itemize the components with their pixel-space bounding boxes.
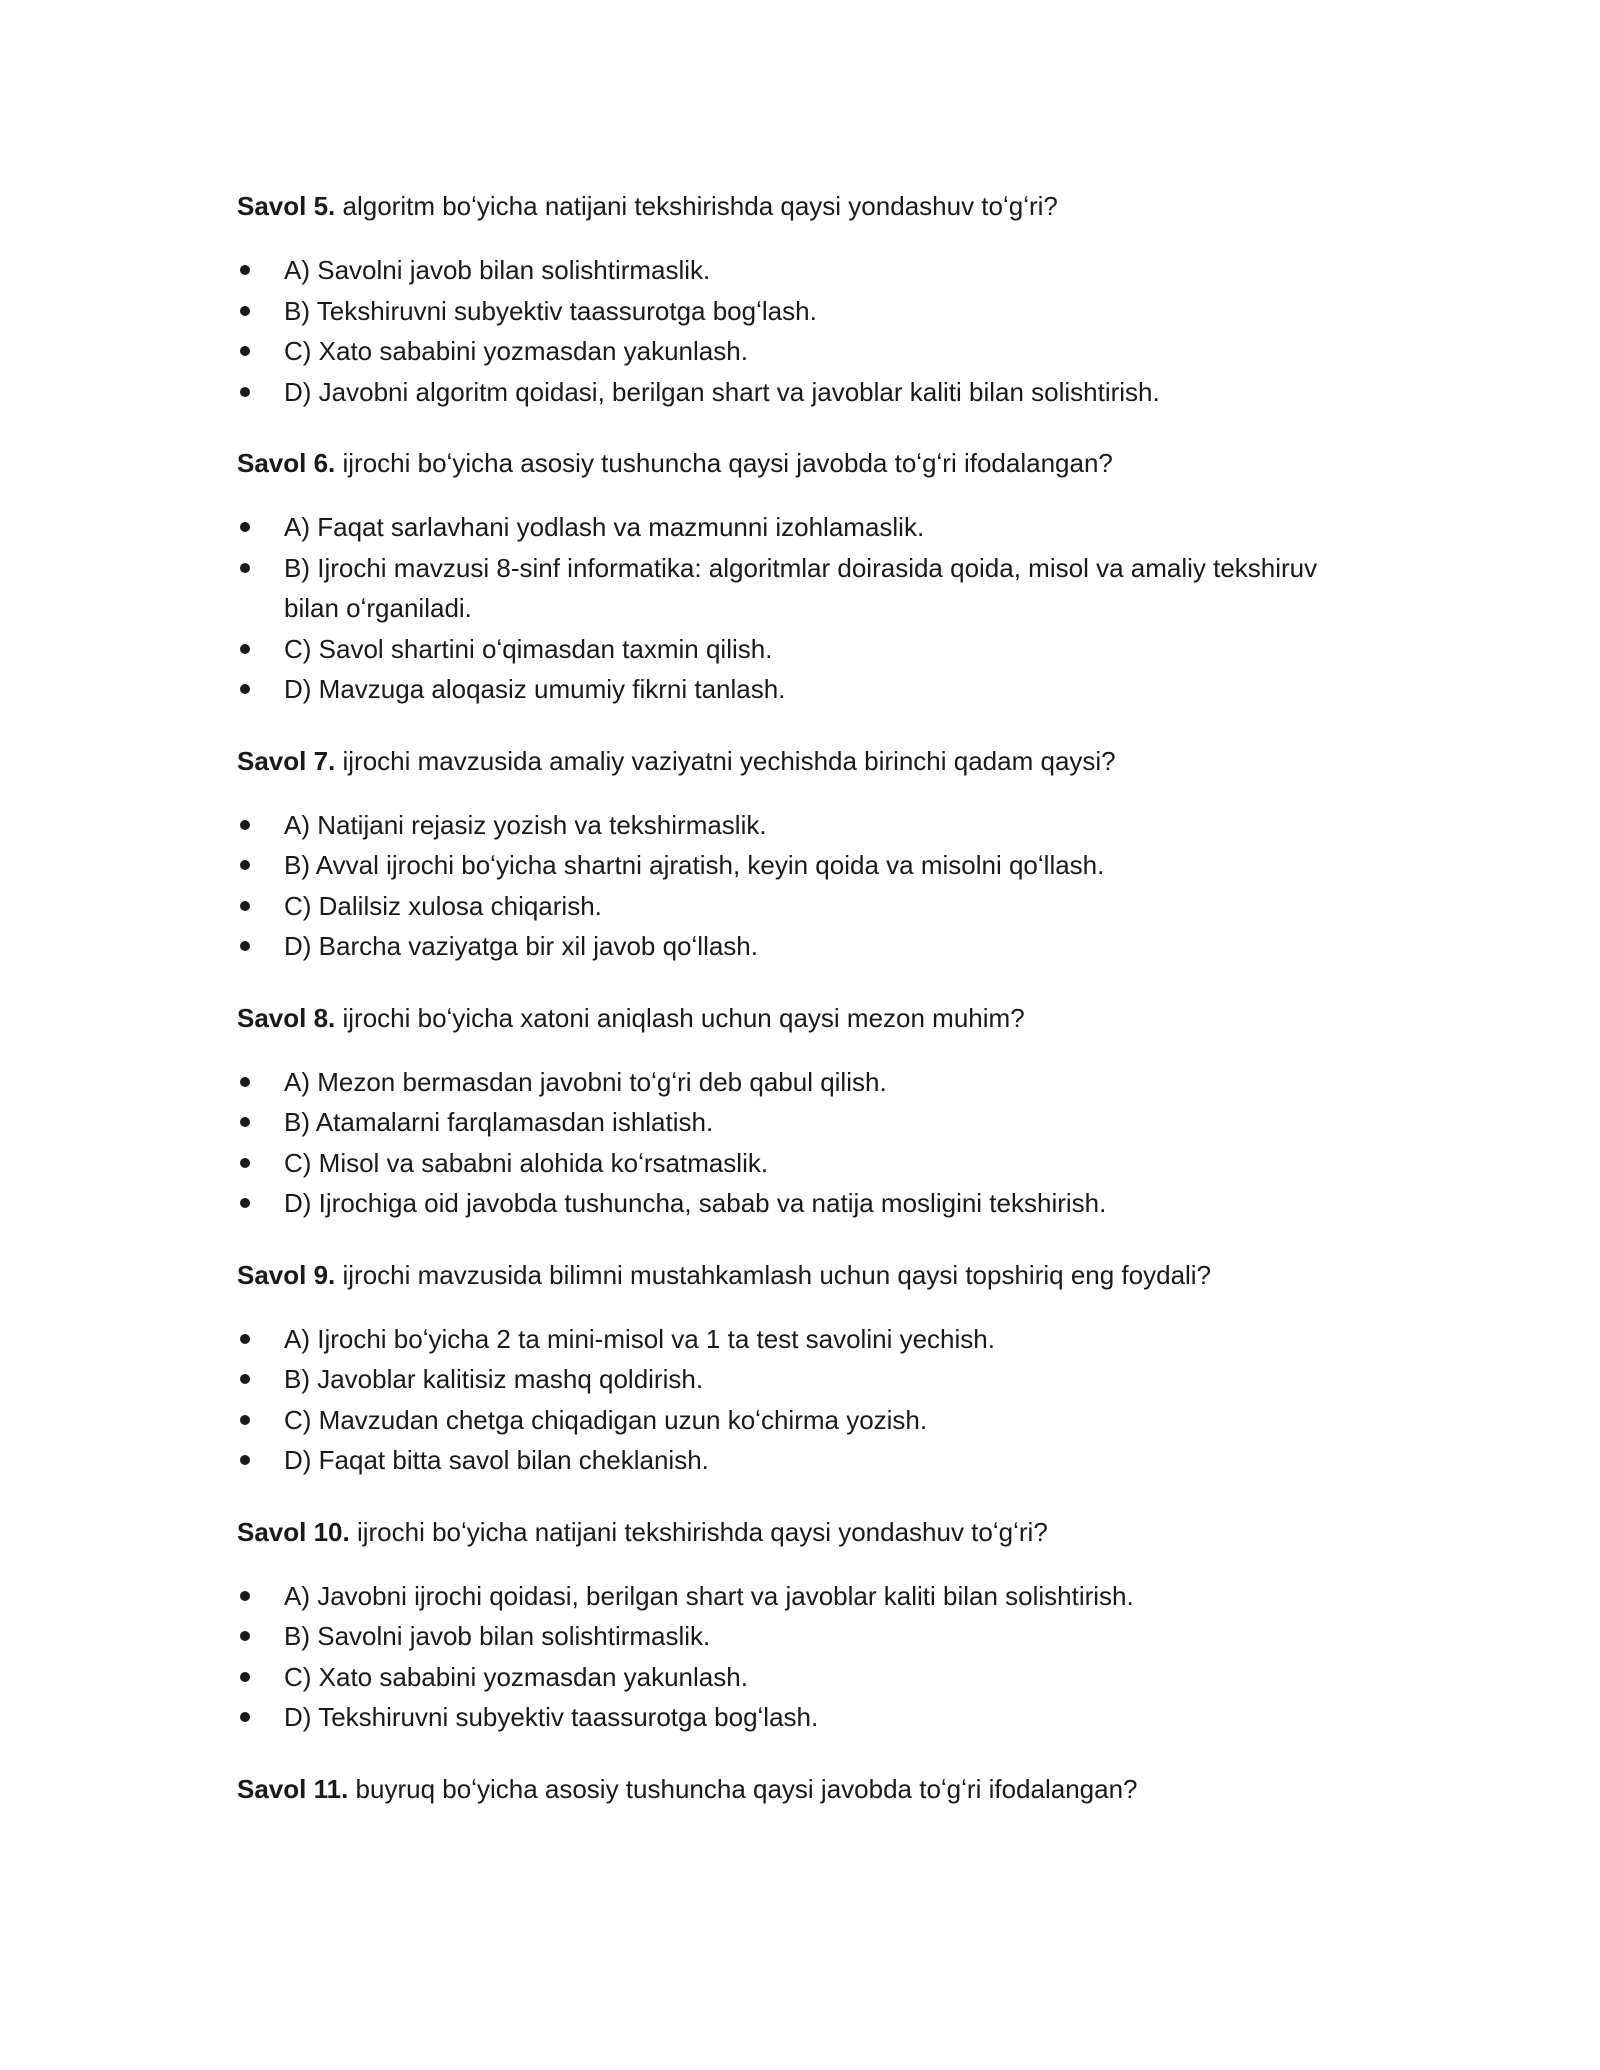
document-page (237, 186, 1367, 1840)
options-list (237, 250, 1367, 412)
bullet-icon (240, 1712, 250, 1722)
option-d (237, 926, 1367, 967)
bullet-icon (240, 522, 250, 532)
option-d (237, 1440, 1367, 1481)
question-text: algoritm boʻyicha natijani tekshirishda qaysi yondashuv toʻgʻri? (335, 191, 1058, 221)
question-title (237, 1255, 1367, 1295)
options-list (237, 1576, 1367, 1738)
options-list (237, 805, 1367, 967)
option-text: C) Savol shartini oʻqimasdan taxmin qilish. (284, 633, 773, 664)
option-text: C) Xato sababini yozmasdan yakunlash. (284, 336, 748, 366)
question-7 (237, 741, 1367, 967)
option-text: A) Natijani rejasiz yozish va tekshirmaslik. (284, 809, 767, 840)
option-b (237, 1102, 1367, 1143)
bullet-icon (240, 1631, 250, 1641)
bullet-icon (240, 684, 250, 694)
option-text: A) Mezon bermasdan javobni toʻgʻri deb qabul qilish. (284, 1066, 887, 1097)
option-text: D) Javobni algoritm qoidasi, berilgan shart va javoblar kaliti bilan solishtirish. (284, 376, 1160, 407)
option-text: D) Faqat bitta savol bilan cheklanish. (284, 1445, 709, 1475)
option-c (237, 1143, 1367, 1184)
option-c (237, 331, 1367, 372)
question-10 (237, 1512, 1367, 1738)
option-text: B) Tekshiruvni subyektiv taassurotga bogʻlash. (284, 295, 817, 326)
bullet-icon (240, 1077, 250, 1087)
option-text: B) Avval ijrochi boʻyicha shartni ajratish, keyin qoida va misolni qoʻllash. (284, 850, 1105, 880)
option-d (237, 669, 1367, 710)
bullet-icon (240, 265, 250, 275)
option-d (237, 372, 1367, 413)
question-label: Savol 6. (237, 448, 336, 478)
option-a (237, 1319, 1367, 1360)
option-text: D) Barcha vaziyatga bir xil javob qoʻllash. (284, 931, 758, 961)
option-c (237, 1657, 1367, 1698)
question-title (237, 186, 1367, 226)
option-a (237, 1062, 1367, 1103)
question-text: ijrochi mavzusida bilimni mustahkamlash uchun qaysi topshiriq eng foydali? (335, 1259, 1212, 1290)
question-text: ijrochi boʻyicha asosiy tushuncha qaysi javobda toʻgʻri ifodalangan? (335, 448, 1113, 478)
option-d (237, 1183, 1367, 1224)
option-a (237, 805, 1367, 846)
question-label: Savol 10. (237, 1516, 350, 1547)
options-list (237, 1319, 1367, 1481)
question-text: ijrochi mavzusida amaliy vaziyatni yechishda birinchi qadam qaysi? (335, 745, 1116, 776)
option-c (237, 886, 1367, 927)
option-text: B) Ijrochi mavzusi 8-sinf informatika: algoritmlar doirasida qoida, misol va amaliy tekshiruv bilan oʻrganiladi. (284, 552, 1318, 623)
question-label: Savol 5. (237, 191, 336, 221)
bullet-icon (240, 901, 250, 911)
bullet-icon (240, 1415, 250, 1425)
options-list (237, 1062, 1367, 1224)
question-label: Savol 9. (237, 1259, 336, 1290)
option-text: B) Savolni javob bilan solishtirmaslik. (284, 1621, 711, 1651)
option-a (237, 250, 1367, 291)
question-title (237, 741, 1367, 781)
option-text: B) Atamalarni farqlamasdan ishlatish. (284, 1107, 714, 1137)
option-c (237, 1400, 1367, 1441)
option-b (237, 548, 1367, 629)
option-d (237, 1697, 1367, 1738)
question-11 (237, 1769, 1367, 1809)
bullet-icon (240, 941, 250, 951)
option-text: D) Mavzuga aloqasiz umumiy fikrni tanlash. (284, 674, 786, 704)
question-5 (237, 186, 1367, 412)
bullet-icon (240, 1158, 250, 1168)
question-text: ijrochi boʻyicha natijani tekshirishda qaysi yondashuv toʻgʻri? (349, 1516, 1048, 1547)
option-b (237, 1616, 1367, 1657)
option-text: C) Xato sababini yozmasdan yakunlash. (284, 1661, 748, 1692)
option-a (237, 1576, 1367, 1617)
option-text: A) Savolni javob bilan solishtirmaslik. (284, 255, 711, 285)
option-text: B) Javoblar kalitisiz mashq qoldirish. (284, 1364, 704, 1394)
option-b (237, 291, 1367, 332)
option-c (237, 629, 1367, 670)
question-label: Savol 11. (237, 1773, 349, 1804)
bullet-icon (240, 1672, 250, 1682)
question-title (237, 1512, 1367, 1552)
question-label: Savol 7. (237, 745, 336, 776)
bullet-icon (240, 346, 250, 356)
question-title (237, 998, 1367, 1038)
bullet-icon (240, 306, 250, 316)
bullet-icon (240, 1198, 250, 1208)
option-b (237, 845, 1367, 886)
bullet-icon (240, 1374, 250, 1384)
option-text: A) Javobni ijrochi qoidasi, berilgan shart va javoblar kaliti bilan solishtirish. (284, 1580, 1134, 1611)
option-text: A) Ijrochi boʻyicha 2 ta mini-misol va 1 ta test savolini yechish. (284, 1323, 995, 1354)
bullet-icon (240, 820, 250, 830)
question-title (237, 443, 1367, 483)
question-6 (237, 443, 1367, 710)
option-text: C) Misol va sababni alohida koʻrsatmaslik. (284, 1147, 769, 1178)
bullet-icon (240, 387, 250, 397)
bullet-icon (240, 1591, 250, 1601)
option-text: C) Dalilsiz xulosa chiqarish. (284, 890, 602, 921)
option-text: A) Faqat sarlavhani yodlash va mazmunni izohlamaslik. (284, 512, 925, 542)
option-text: D) Ijrochiga oid javobda tushuncha, sabab va natija mosligini tekshirish. (284, 1188, 1107, 1218)
bullet-icon (240, 860, 250, 870)
question-text: ijrochi boʻyicha xatoni aniqlash uchun qaysi mezon muhim? (335, 1002, 1025, 1033)
bullet-icon (240, 1117, 250, 1127)
option-text: C) Mavzudan chetga chiqadigan uzun koʻchirma yozish. (284, 1404, 928, 1435)
question-title (237, 1769, 1367, 1809)
question-text: buyruq boʻyicha asosiy tushuncha qaysi javobda toʻgʻri ifodalangan? (348, 1773, 1138, 1804)
question-8 (237, 998, 1367, 1224)
question-label: Savol 8. (237, 1002, 336, 1033)
bullet-icon (240, 644, 250, 654)
question-9 (237, 1255, 1367, 1481)
option-b (237, 1359, 1367, 1400)
option-a (237, 507, 1367, 548)
bullet-icon (240, 563, 250, 573)
bullet-icon (240, 1455, 250, 1465)
bullet-icon (240, 1334, 250, 1344)
option-text: D) Tekshiruvni subyektiv taassurotga bogʻlash. (284, 1702, 819, 1732)
options-list (237, 507, 1367, 710)
